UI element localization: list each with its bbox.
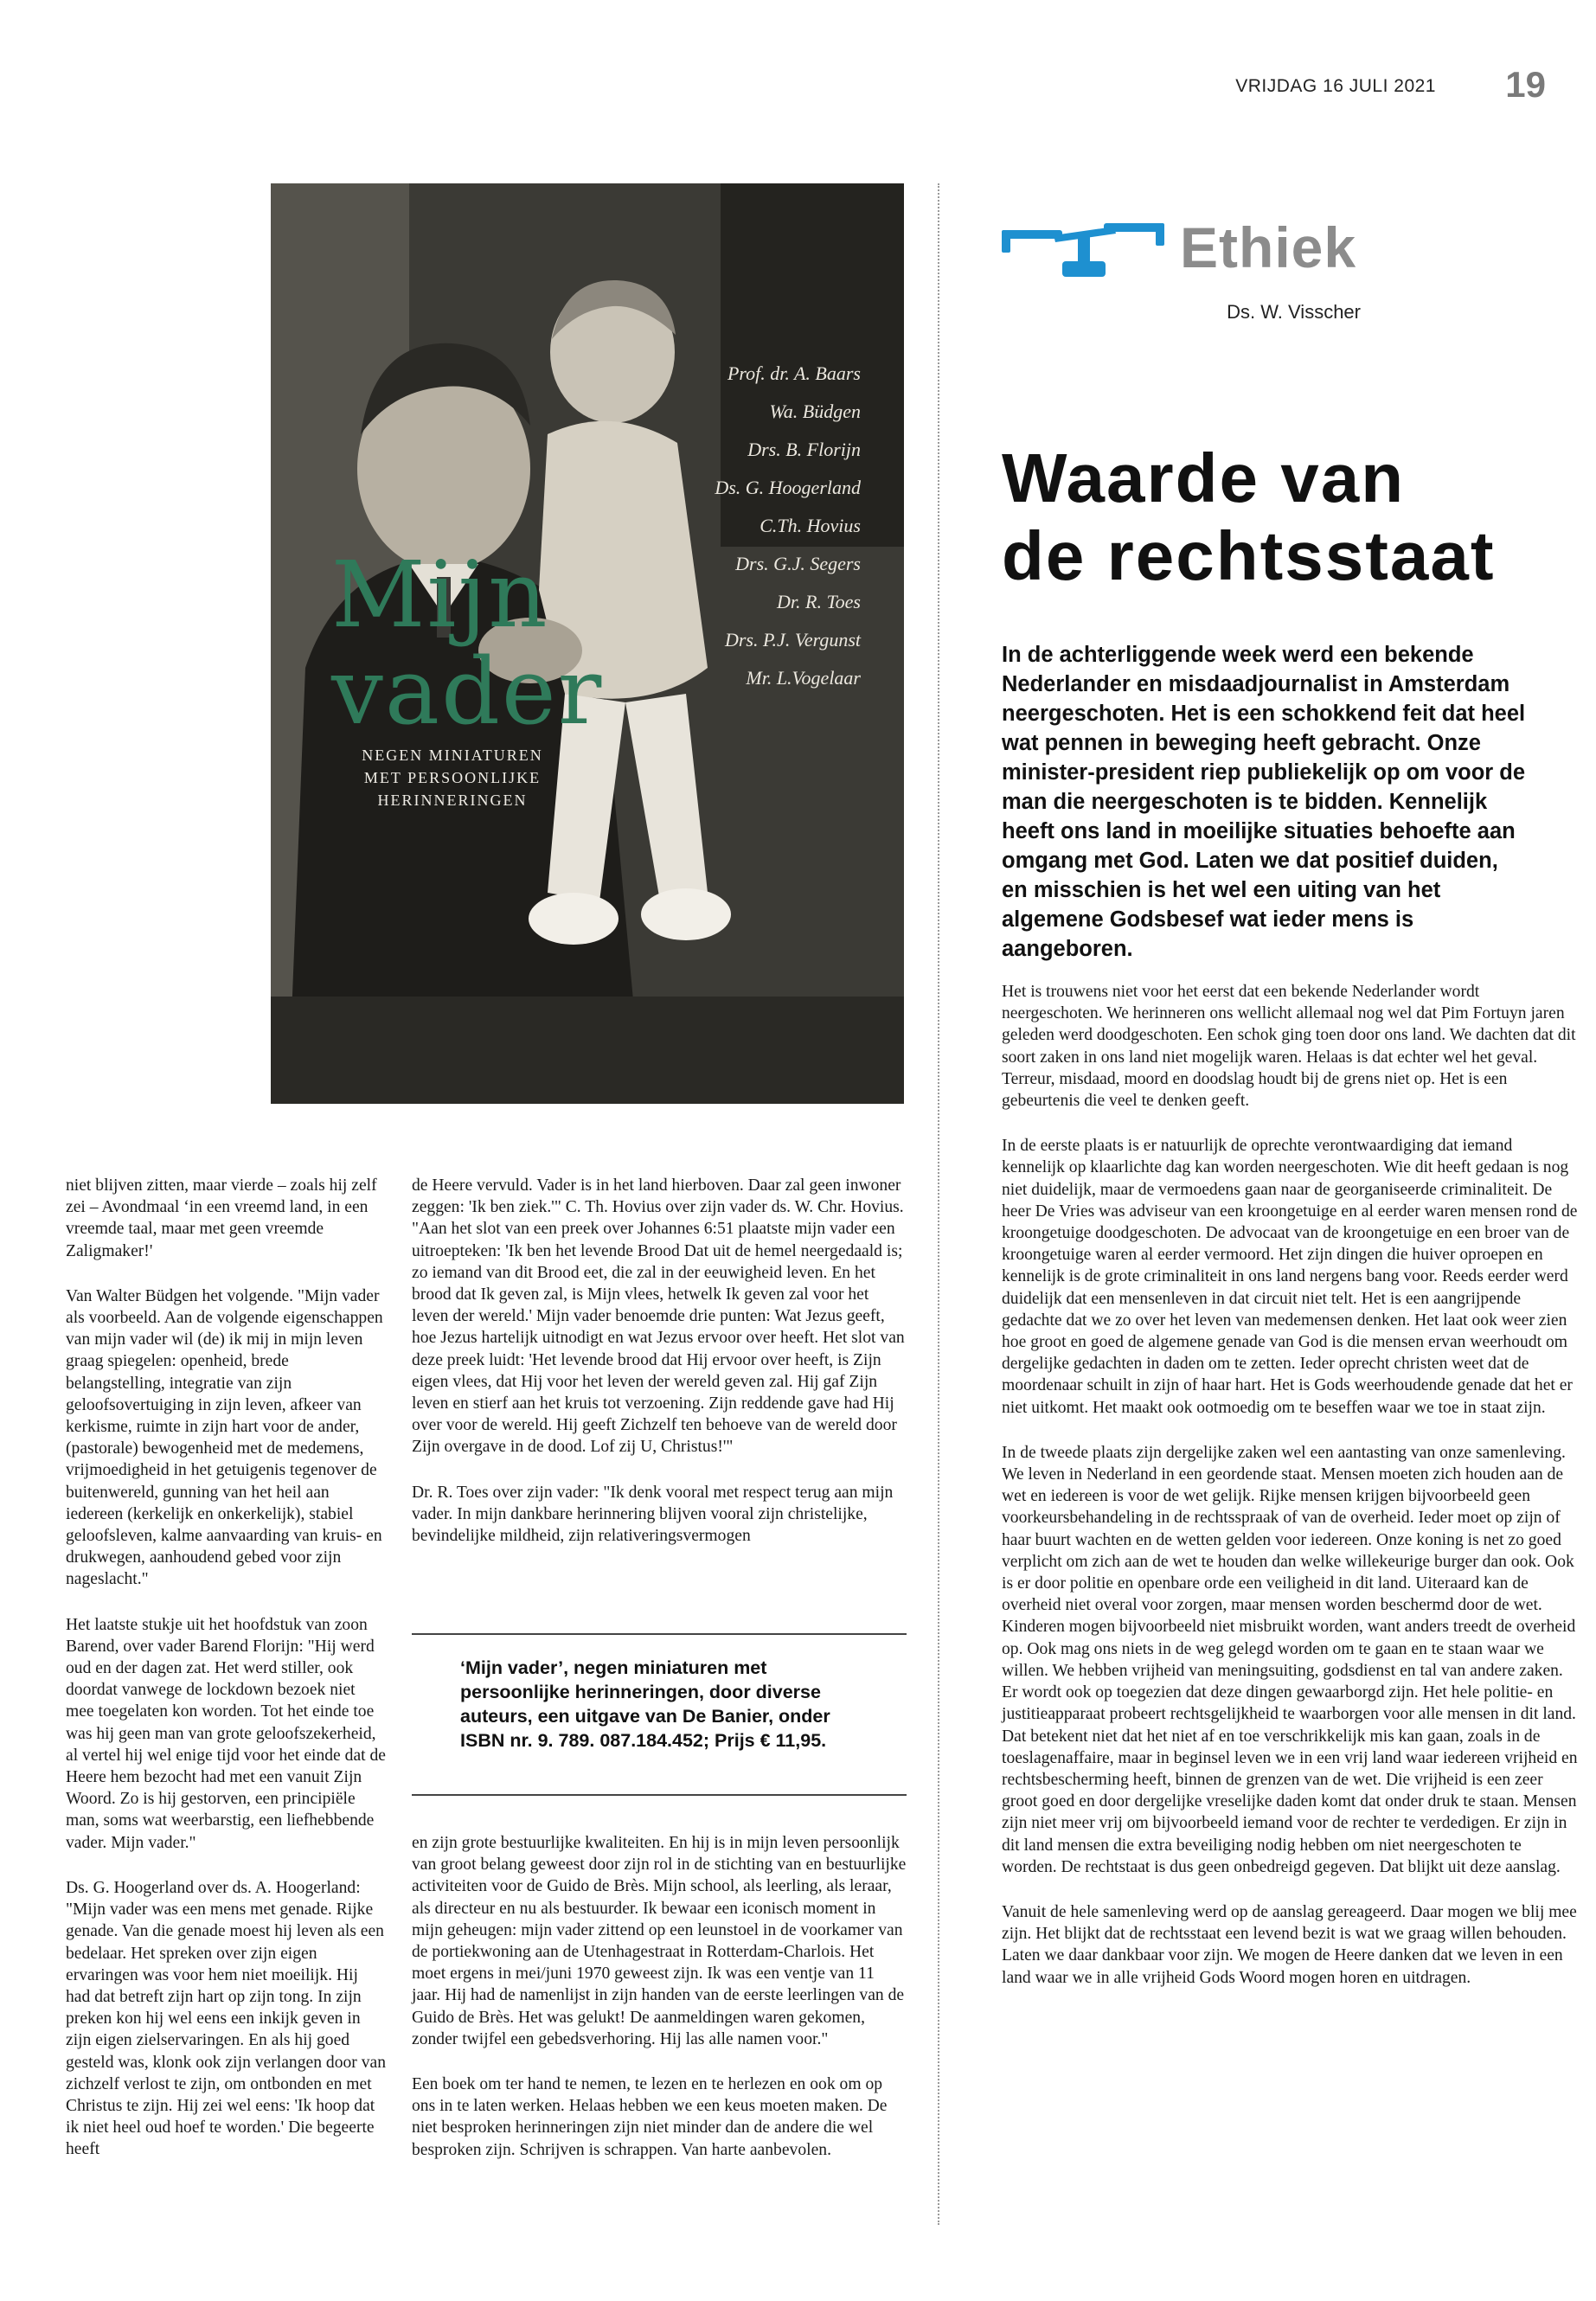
cover-subtitle-line: HERINNERINGEN — [377, 792, 528, 809]
book-info-box — [412, 1633, 907, 1796]
cover-author: Drs. B. Florijn — [747, 439, 861, 460]
cover-author: Ds. G. Hoogerland — [715, 477, 861, 498]
headline-line: de rechtsstaat — [1002, 517, 1496, 594]
book-info-text: ‘Mijn vader’, negen miniaturen met persoonlijke herinneringen, door diverse auteurs, een uitgave van De Banier, onder ISBN nr. 9. 789. 087.184.452; Prijs € 11,95. — [460, 1657, 830, 1751]
book-review-column-left — [66, 1175, 386, 2184]
body-paragraph: Dr. R. Toes over zijn vader: "Ik denk vooral met respect terug aan mijn vader. In mijn dankbare herinnering blijven vooral zijn christelijke, bevindelijke mildheid, zijn relativeringsvermogen — [412, 1483, 894, 1546]
book-cover-photo — [271, 183, 904, 1104]
cover-title-line: Mijn — [331, 542, 549, 648]
body-paragraph: Vanuit de hele samenleving werd op de aanslag gereageerd. Daar mogen we blij mee zijn. Het blijkt dat de rechtsstaat een levend bezit is wat we graag willen behouden. Laten we daar dankbaar voor zijn. We mogen de Heere danken dat we leven in een land waar we in alle vrijheid Gods Woord mogen horen en uitdragen. — [1002, 1902, 1577, 1987]
rubric-label: Ethiek — [1180, 215, 1357, 279]
cover-title — [331, 542, 604, 745]
cover-author: Mr. L.Vogelaar — [746, 667, 861, 689]
cover-author: Prof. dr. A. Baars — [727, 362, 861, 384]
cover-author: Dr. R. Toes — [777, 591, 861, 612]
body-paragraph: Het is trouwens niet voor het eerst dat een bekende Nederlander wordt neergeschoten. We herinneren ons wellicht allemaal nog wel dat Pim Fortuyn jaren geleden werd doodgeschoten. Een schok ging toen door ons land. We dachten dat dit soort zaken in ons land niet mogelijk waren. Helaas is dat echter wel het geval. Terreur, misdaad, moord en doodslag houdt bij de grens niet op. Het is een gebeurtenis die veel te denken geeft. — [1002, 983, 1576, 1111]
cover-author: Drs. P.J. Vergunst — [724, 629, 861, 651]
article-body — [1002, 981, 1578, 2012]
cover-title-line: vader — [331, 638, 604, 745]
cover-subtitle-line: NEGEN MINIATUREN — [362, 747, 543, 764]
scales-icon — [1002, 218, 1164, 284]
cover-author: Drs. G.J. Segers — [735, 553, 861, 574]
body-paragraph: niet blijven zitten, maar vierde – zoals hij zelf zei – Avondmaal ‘in een vreemd land, in een vreemde taal, maar met geen vreemde Zaligmaker!' — [66, 1176, 377, 1260]
article-lead: In de achterliggende week werd een bekende Nederlander en misdaadjournalist in Amsterdam neergeschoten. Het is een schokkend feit dat heel wat pennen in beweging heeft gebracht. Onze minister-president riep publiekelijk op om voor de man die neergeschoten is te bidden. Kennelijk heeft ons land in moeilijke situaties behoefte aan omgang met God. Laten we dat positief duiden, en misschien is het wel een uiting van het algemene Godsbesef wat ieder mens is aangeboren. — [1002, 643, 1526, 961]
body-paragraph: de Heere vervuld. Vader is in het land hierboven. Daar zal geen inwoner zeggen: 'Ik ben ziek.'" C. Th. Hovius over zijn vader ds. W. Chr. Hovius. "Aan het slot van een preek over Johannes 6:51 plaatste mijn vader een uitroepteken: 'Ik ben het levende Brood Dat uit de hemel neergedaald is; zo iemand van dit Brood eet, die zal in der eeuwigheid leven. En het brood dat Ik geven zal, is Mijn vlees, hetwelk Ik geven zal voor het leven der wereld.' Mijn vader benoemde drie punten: Wat Jezus geeft, hoe Jezus hartelijk uitnodigt en wat Jezus ervoor over heeft. Het slot van deze preek luidt: 'Het levende brood dat Hij ervoor over heeft, is Zijn eigen vlees, dat Hij voor het leven der wereld geven zal. Hij gaf Zijn leven en stierf aan het kruis tot verzoening. Zijn reddende gave had Hij over voor de wereld. Hij geeft Zichzelf ten behoeve van de wereld door Zijn overgave in de dood. Lof zij U, Christus!'" — [412, 1176, 905, 1457]
cover-author: C.Th. Hovius — [760, 515, 861, 536]
page-number: 19 — [1505, 64, 1546, 105]
article-author: Ds. W. Visscher — [1227, 301, 1361, 323]
cover-author: Wa. Büdgen — [769, 401, 861, 422]
cover-subtitle-line: MET PERSOONLIJKE — [363, 769, 542, 786]
book-review-column-middle-bottom — [412, 1832, 907, 2184]
issue-date: VRIJDAG 16 JULI 2021 — [1235, 76, 1436, 96]
cover-author-list — [715, 355, 861, 697]
cover-subtitle — [323, 744, 582, 811]
column-divider — [938, 183, 939, 2225]
body-paragraph: In de eerste plaats is er natuurlijk de oprechte verontwaardiging dat iemand kennelijk op klaarlichte dag kan worden neergeschoten. Wie dit heeft gedaan is nog niet duidelijk, maar de vermoedens gaan naar de georganiseerde criminaliteit. De heer De Vries was adviseur van een kroongetuige en al eerder waren mensen rond de kroongetuige doodgeschoten. De advocaat van de kroongetuige en een broer van de kroongetuige waren al eerder vermoord. Het zijn dingen die huiver oproepen en kennelijk is de grote criminaliteit in ons land nergens bang voor. Reeds eerder werd duidelijk dat een mensenleven in dat circuit niet telt. Het is een aangrijpende gedachte dat we zo over het leven van medemensen denken. Het laat ook weer zien hoe groot en goed de algemene genade van God is die mensen ervan weerhoudt om dergelijke gedachten in daden om te zetten. Ieder oprecht christen weet dat de moordenaar schuilt in zijn of haar hart. Het is Gods weerhoudende genade dat het er niet uitkomt. Het maakt ook ootmoedig om te beseffen waar we toe in staat zijn. — [1002, 1137, 1578, 1417]
body-paragraph: Ds. G. Hoogerland over ds. A. Hoogerland: "Mijn vader was een mens met genade. Rijke genade. Van die genade moest hij leven als een bedelaar. Het spreken over zijn eigen ervaringen was voor hem niet moeilijk. Hij had dat betreft zijn hart op zijn tong. In zijn preken kon hij wel eens een inkijk geven in zijn eigen zielservaringen. En als hij goed gesteld was, klonk ook zijn verlangen door van zichzelf verlost te zijn, om ontbonden en met Christus te zijn. Hij zei wel eens: 'Ik hoop dat ik niet heel oud hoef te worden.' Die begeerte heeft — [66, 1878, 387, 2159]
body-paragraph: en zijn grote bestuurlijke kwaliteiten. En hij is in mijn leven persoonlijk van groot belang geweest door zijn rol in de stichting van en bestuurlijke activiteiten voor de Guido de Brès. Mijn school, als leerling, als leraar, als directeur en nu als bestuurder. Ik bewaar een iconisch moment in mijn geheugen: mijn vader zittend op een leunstoel in de voorkamer van de portiekwoning aan de Utenhagestraat in Rotterdam-Charlois. Het moet ergens in mei/juni 1970 geweest zijn. Ik was een ventje van 11 jaar. Hij had de namenlijst in zijn handen van de eerste leerlingen van de Guido de Brès. Het was gelukt! De aanmeldingen waren gekomen, zonder twijfel een gebedsverhoring. Hij las alle namen voor." — [412, 1834, 907, 2048]
article-headline — [1002, 439, 1538, 595]
body-paragraph: Het laatste stukje uit het hoofdstuk van zoon Barend, over vader Barend Florijn: "Hij werd oud en der dagen zat. Het werd stiller, ook doordat vanwege de lockdown bezoek niet mee toegelaten kon worden. Tot het einde toe was hij geen man van grote geloofszekerheid, al vertel hij wel enige tijd voor het einde dat de Heere hem bezocht had met een vanuit Zijn Woord. Zo is hij gestorven, een principiële man, soms wat weerbarstig, een liefhebbende vader. Mijn vader." — [66, 1615, 386, 1852]
book-review-column-middle-top — [412, 1175, 907, 1570]
body-paragraph: Een boek om ter hand te nemen, te lezen en te herlezen en ook om op ons in te laten werken. Helaas hebben we een keus moeten maken. De niet besproken herinneringen zijn niet minder dan de andere die wel besproken zijn. Schrijven is schrappen. Van harte aanbevolen. — [412, 2075, 888, 2159]
headline-line: Waarde van — [1002, 439, 1406, 516]
body-paragraph: Van Walter Büdgen het volgende. "Mijn vader als voorbeeld. Aan de volgende eigenschappen van mijn vader wil (de) ik mij in mijn leven graag spiegelen: openheid, brede belangstelling, integratie van zijn geloofsovertuiging in zijn leven, afkeer van kerkisme, ruimte in zijn hart voor de ander, (pastorale) bewogenheid met de medemens, vrijmoedigheid in het getuigenis tegenover de buitenwereld, gunning van het heil aan iedereen (kerkelijk en onkerkelijk), stabiel geloofsleven, kalme aanvaarding van kruis- en drukwegen, aanhoudend gebed voor zijn nageslacht." — [66, 1286, 383, 1589]
body-paragraph: In de tweede plaats zijn dergelijke zaken wel een aantasting van onze samenleving. We leven in Nederland in een geordende staat. Mensen moeten zich houden aan de wet en iedereen is voor de wet gelijk. Rijke mensen krijgen bijvoorbeeld geen voorkeursbehandeling in de rechtsspraak of van de overheid. Ieder moet op zijn of haar buurt wachten en de wetten gelden voor iedereen. Onze koning is net zo goed verplicht om zich aan de wet te houden dan welke willekeurige burger dan ook. Ook is er door politie en openbare orde een veiligheid in dit land. Uiteraard kan de overheid niet overal voor zorgen, maar mensen worden beschermd door de wet. Kinderen mogen bijvoorbeeld niet misbruikt worden, want anders treedt de overheid op. Ook mag ons niets in de weg gelegd worden om te gaan en te staan waar we willen. We hebben vrijheid van meningsuiting, godsdienst en tal van andere zaken. Er wordt ook op toegezien dat deze dingen gewaarborgd zijn. Het hele politie- en justitieapparaat probeert rechtsgelijkheid te waarborgen voor alle mensen in dit land. Dat betekent niet dat het niet af en toe verschrikkelijk mis kan gaan, zoals in de toeslagenaffaire, maar in beginsel leven we in een vrij land waar iedereen vrijheid en rechtsbescherming heeft, binnen de grenzen van de wet. Die vrijheid is een zeer groot goed en door dergelijke vreselijke daden komt dat onder druk te staan. Mensen zijn niet meer vrij om bijvoorbeeld iemand voor de rechter te verdedigen. Er zijn in dit land mensen die extra beveiliging nodig hebben om niet neergeschoten te worden. De rechtstaat is dus geen onbedreigd gegeven. Dat blijkt uit deze aanslag. — [1002, 1443, 1578, 1876]
